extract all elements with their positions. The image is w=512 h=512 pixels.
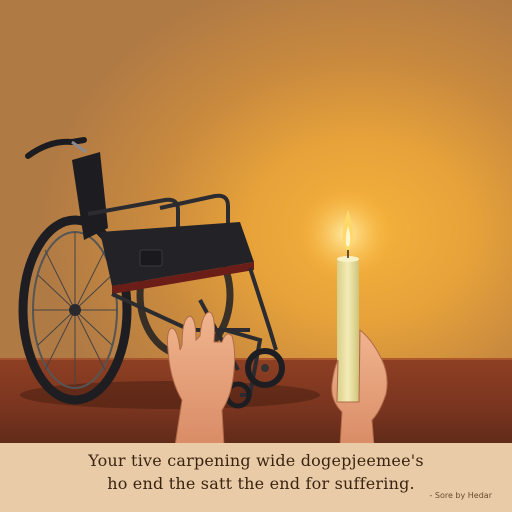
caption-line-1: Your tive carpening wide dogepjeemee's [88, 451, 424, 470]
caption-line-2: ho end the satt the end for suffering. [107, 474, 415, 493]
artist-signature: - Sore by Hedar [429, 491, 492, 500]
wheelchair-icon [23, 140, 282, 406]
reaching-hand-left [168, 312, 235, 446]
